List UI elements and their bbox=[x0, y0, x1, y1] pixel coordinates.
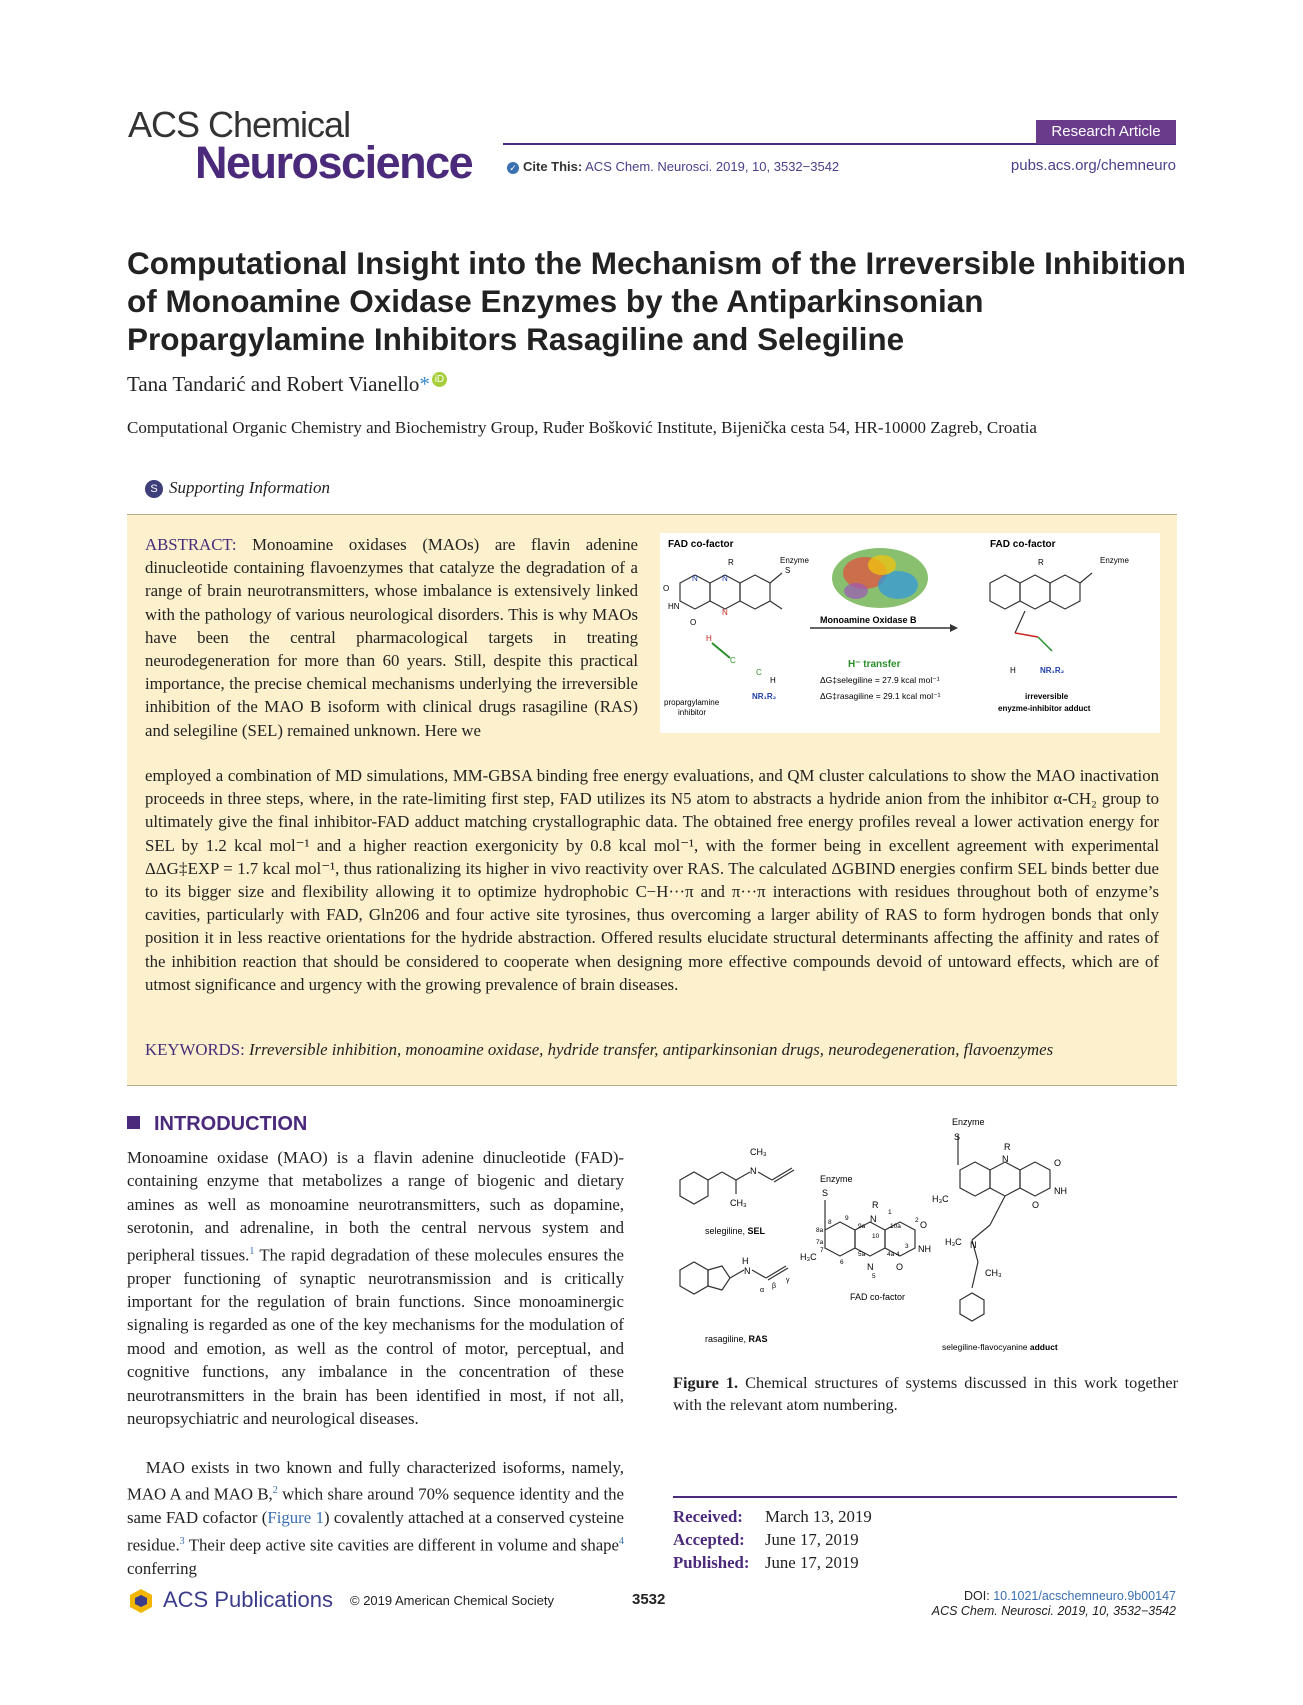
supporting-info-label: Supporting Information bbox=[169, 478, 331, 497]
fig-atom: N bbox=[870, 1214, 877, 1224]
cite-label: Cite This: bbox=[523, 159, 583, 174]
toc-inhibitor-label-1: propargylamine bbox=[664, 698, 720, 707]
doi-link[interactable]: 10.1021/acschemneuro.9b00147 bbox=[993, 1589, 1176, 1603]
keywords-list: Irreversible inhibition, monoamine oxidase, hydride transfer, antiparkinsonian drugs, neurodegeneration, flavoenzymes bbox=[248, 1040, 1054, 1059]
author-list bbox=[127, 372, 447, 397]
fig-enzyme-label-fad: Enzyme bbox=[820, 1174, 853, 1184]
fig-atom: H₃C bbox=[932, 1194, 949, 1204]
cite-reference[interactable]: ACS Chem. Neurosci. 2019, 10, 3532−3542 bbox=[585, 159, 840, 174]
toc-adduct-label-1: irreversible bbox=[1025, 692, 1069, 701]
toc-atom: S bbox=[785, 566, 791, 575]
fig-number: 3 bbox=[905, 1243, 909, 1250]
toc-adduct-bond bbox=[1015, 633, 1038, 637]
journal-logo-line1: ACS Chemical bbox=[128, 104, 351, 145]
toc-atom: O bbox=[690, 618, 697, 627]
doi-label: DOI: bbox=[964, 1589, 994, 1603]
fig-number: 2 bbox=[915, 1217, 919, 1224]
fig-atom: N bbox=[970, 1240, 977, 1250]
fig-atom: R bbox=[872, 1200, 879, 1210]
article-type-badge: Research Article bbox=[1036, 120, 1176, 144]
toc-nr-right: NR₁R₂ bbox=[1040, 666, 1065, 675]
received-date: March 13, 2019 bbox=[765, 1507, 872, 1526]
fig-enzyme-label-adduct: Enzyme bbox=[952, 1117, 985, 1127]
fig-atom: O bbox=[1054, 1158, 1062, 1168]
abstract-label: ABSTRACT: bbox=[145, 535, 237, 554]
fig-atom: α bbox=[760, 1287, 765, 1294]
fig-number: 4 bbox=[896, 1251, 900, 1258]
toc-transfer-label: H⁻ transfer bbox=[848, 659, 901, 670]
published-date: June 17, 2019 bbox=[765, 1553, 859, 1572]
section-marker-icon bbox=[127, 1116, 140, 1129]
authors: Tana Tandarić and Robert Vianello bbox=[127, 372, 420, 396]
section-heading-introduction bbox=[127, 1113, 307, 1136]
toc-adduct-label-2: enyzme-inhibitor adduct bbox=[998, 704, 1091, 713]
reference-link[interactable]: 4 bbox=[619, 1535, 624, 1547]
intro-text: Their deep active site cavities are different in volume and shape bbox=[184, 1535, 619, 1555]
fig-number: 7 bbox=[820, 1247, 824, 1254]
fig-number: 5 bbox=[872, 1273, 876, 1280]
published-label: Published: bbox=[673, 1553, 750, 1572]
toc-atom: N bbox=[692, 574, 698, 583]
toc-nr-left: NR₁R₂ bbox=[752, 692, 777, 701]
figure-caption-label: Figure 1. bbox=[673, 1373, 739, 1392]
fig-number: 9a bbox=[858, 1223, 866, 1230]
toc-arrowhead bbox=[950, 624, 958, 632]
intro-text: MAO exists in two known and fully characterized isoforms, namely, MAO A and MAO B, bbox=[127, 1458, 624, 1504]
fig-label-selegiline: selegiline, SEL bbox=[705, 1226, 766, 1236]
journal-reference: ACS Chem. Neurosci. 2019, 10, 3532−3542 bbox=[931, 1604, 1176, 1618]
toc-inhibitor-label-2: inhibitor bbox=[678, 708, 707, 717]
toc-atom: N bbox=[722, 574, 728, 583]
fig-number: 8a bbox=[816, 1227, 824, 1234]
figure-link[interactable]: Figure 1 bbox=[267, 1508, 324, 1528]
abstract-body-left: Monoamine oxidases (MAOs) are flavin adenine dinucleotide containing flavoenzymes that catalyze the degradation of a range of brain neurotransmitters, whose imbalance is extensively linked with the pathology of various neurological disorders. This is why MAOs have been the central pharmacological targets in treating neurodegeneration for more than 60 years. Still, despite this practical importance, the precise chemical mechanisms underlying the irreversible inhibition of the MAO B isoform with clinical drugs rasagiline (RAS) and selegiline (SEL) remained unknown. Here we bbox=[145, 535, 638, 740]
dates-rule bbox=[673, 1496, 1177, 1498]
toc-atom: O bbox=[663, 584, 670, 593]
figure-caption-text: Chemical structures of systems discussed in this work together with the relevant atom numbering. bbox=[673, 1373, 1178, 1414]
cite-icon: ✓ bbox=[507, 162, 519, 174]
toc-r-right: R bbox=[1038, 558, 1044, 567]
toc-dg-ras: ΔG‡rasagiline = 29.1 kcal mol⁻¹ bbox=[820, 691, 941, 701]
journal-logo-line2: Neuroscience bbox=[195, 137, 473, 188]
fig-number: 7a bbox=[816, 1239, 824, 1246]
reference-link[interactable]: 1 bbox=[249, 1245, 255, 1257]
figure-1 bbox=[660, 1110, 1180, 1365]
toc-enzyme-left: Enzyme bbox=[780, 556, 809, 565]
toc-alkyne-bond bbox=[712, 643, 730, 658]
toc-atom: C bbox=[730, 656, 736, 665]
keywords-label: KEYWORDS: bbox=[145, 1040, 245, 1059]
fig-number: 8 bbox=[828, 1219, 832, 1226]
intro-paragraph-1 bbox=[127, 1146, 624, 1430]
intro-text: ) covalently attached at a conserved cysteine residue. bbox=[127, 1508, 624, 1555]
intro-text: conferring bbox=[127, 1558, 197, 1578]
fig-number: 5a bbox=[858, 1251, 866, 1258]
toc-protein-structure bbox=[832, 548, 928, 608]
article-title: Computational Insight into the Mechanism of the Irreversible Inhibition of Monoamine Oxidase Enzymes by the Antiparkinsonian Propargylamine Inhibitors Rasagiline and Selegiline bbox=[127, 245, 1186, 357]
abstract-text-left bbox=[145, 533, 638, 742]
reference-link[interactable]: 3 bbox=[179, 1535, 185, 1547]
accepted-label: Accepted: bbox=[673, 1530, 745, 1549]
cite-this[interactable] bbox=[507, 159, 839, 174]
fig-label-adduct: selegiline-flavocyanine adduct bbox=[942, 1342, 1058, 1352]
fig-label-fad: FAD co-factor bbox=[850, 1292, 906, 1302]
abstract-body-full: employed a combination of MD simulations, MM-GBSA binding free energy evaluations, and QM cluster calculations to show the MAO inactivation proceeds in three steps, where, in the rate-limiting first step, FAD utilizes its N5 atom to abstracts a hydride anion from the inhibitor α-CH₂ group to ultimately give the final inhibitor-FAD adduct matching crystallographic data. The obtained free energy profiles reveal a lower activation energy for SEL by 1.2 kcal mol⁻¹ and a higher reaction exergonicity by 0.8 kcal mol⁻¹, with the former being in excellent agreement with experimental ΔΔG‡EXP = 1.7 kcal mol⁻¹, thus rationalizing its higher in vivo reactivity over RAS. The calculated ΔGBIND energies confirm SEL binds better due to its bigger size and flexibility allowing it to optimize hydrophobic C−H···π and π···π interactions with residues throughout both of enzyme’s cavities, particularly with FAD, Gln206 and four active site tyrosines, thus overcoming a larger ability of RAS to form hydrogen bonds that only position it in less reactive orientations for the hydride abstraction. Offered results elucidate structural determinants affecting the affinity and rates of the inhibition reaction that should be considered to cooperate when designing more effective compounds devoid of untoward effects, which are of utmost significance and urgency with the growing prevalence of brain diseases. bbox=[145, 766, 1159, 994]
fad-structure bbox=[825, 1200, 915, 1256]
fig-atom: H₃C bbox=[800, 1252, 817, 1262]
fig-atom: NH bbox=[918, 1244, 931, 1254]
toc-fad-structure-right bbox=[990, 573, 1092, 633]
fig-atom: CH₃ bbox=[985, 1268, 1002, 1278]
acs-hexagon-icon bbox=[127, 1587, 155, 1615]
doi-block bbox=[932, 1589, 1176, 1619]
fig-atom: H bbox=[742, 1256, 749, 1266]
publication-dates bbox=[673, 1505, 872, 1574]
corresponding-author-mark[interactable]: * bbox=[419, 372, 430, 396]
toc-graphic bbox=[660, 533, 1160, 733]
fig-atom: S bbox=[954, 1132, 961, 1142]
figure-1-caption bbox=[673, 1372, 1178, 1416]
accepted-date: June 17, 2019 bbox=[765, 1530, 859, 1549]
fig-number: 6 bbox=[840, 1259, 844, 1266]
affiliation: Computational Organic Chemistry and Biochemistry Group, Ruđer Bošković Institute, Bijenička cesta 54, HR-10000 Zagreb, Croatia bbox=[127, 418, 1037, 437]
fig-number: 9 bbox=[845, 1215, 849, 1222]
fig-number: 4a bbox=[887, 1251, 895, 1258]
fig-atom: O bbox=[896, 1262, 904, 1272]
toc-right-title: FAD co-factor bbox=[990, 539, 1056, 550]
intro-text: Monoamine oxidase (MAO) is a flavin adenine dinucleotide (FAD)-containing enzyme that metabolizes a range of biogenic and dietary amines as well as monoamine neurotransmitters, such as dopamine, serotonin, and adrenaline, in both the central nervous system and peripheral tissues. bbox=[127, 1148, 624, 1265]
toc-atom: H bbox=[706, 634, 712, 643]
fig-atom: CH₃ bbox=[730, 1198, 747, 1208]
fig-atom: H₃C bbox=[945, 1237, 962, 1247]
fig-number: 1 bbox=[888, 1209, 892, 1216]
supporting-information-link[interactable] bbox=[145, 478, 330, 498]
toc-atom: H bbox=[1010, 666, 1016, 675]
fig-atom: S bbox=[822, 1188, 829, 1198]
toc-atom: HN bbox=[668, 602, 680, 611]
reference-link[interactable]: 2 bbox=[272, 1485, 278, 1497]
page-number: 3532 bbox=[632, 1591, 666, 1608]
introduction-heading: INTRODUCTION bbox=[154, 1113, 308, 1135]
keywords bbox=[145, 1040, 1165, 1060]
fig-atom: O bbox=[920, 1220, 928, 1230]
supporting-info-icon: S bbox=[145, 480, 163, 498]
fig-label-rasagiline: rasagiline, RAS bbox=[705, 1334, 768, 1344]
toc-arrow-label: Monoamine Oxidase B bbox=[820, 615, 917, 625]
toc-dg-sel: ΔG‡selegiline = 27.9 kcal mol⁻¹ bbox=[820, 675, 940, 685]
toc-r-label: R bbox=[728, 558, 734, 567]
toc-left-title: FAD co-factor bbox=[668, 539, 734, 550]
toc-atom: N bbox=[722, 608, 728, 617]
toc-atom: C bbox=[756, 668, 762, 677]
publisher-name: ACS Publications bbox=[163, 1587, 333, 1612]
fig-atom: CH₃ bbox=[750, 1147, 767, 1157]
intro-text: The rapid degradation of these molecules ensures the proper functioning of synaptic neurotransmission and is critically important for the regulation of brain functions. Since monoaminergic signaling is regarded as one of the key mechanisms for the modulation of mood and emotion, as well as the control of motor, perceptual, and cognitive functions, any imbalance in the concentration of these neurotransmitters in the brain has been identified in most, if not all, neuropsychiatric and neurological diseases. bbox=[127, 1245, 624, 1429]
intro-text: which share around 70% sequence identity and the same FAD cofactor ( bbox=[127, 1485, 625, 1528]
journal-website-link[interactable]: pubs.acs.org/chemneuro bbox=[1010, 157, 1176, 174]
fig-atom: N bbox=[744, 1266, 751, 1276]
toc-atom: H bbox=[770, 676, 776, 685]
fig-atom: O bbox=[1032, 1200, 1040, 1210]
fig-number: 10 bbox=[872, 1233, 880, 1240]
fig-atom: N bbox=[867, 1262, 874, 1272]
toc-enzyme-right: Enzyme bbox=[1100, 556, 1129, 565]
fig-atom: R bbox=[1004, 1142, 1011, 1152]
received-label: Received: bbox=[673, 1507, 743, 1526]
fig-atom: β bbox=[772, 1283, 777, 1290]
publisher-logo[interactable] bbox=[127, 1587, 333, 1615]
fig-number: 10a bbox=[890, 1223, 901, 1230]
toc-adduct-bond-2 bbox=[1038, 637, 1052, 651]
copyright: © 2019 American Chemical Society bbox=[350, 1593, 554, 1608]
fig-atom: NH bbox=[1054, 1186, 1067, 1196]
intro-paragraph-2 bbox=[127, 1456, 624, 1580]
fig-atom: N bbox=[750, 1166, 757, 1176]
orcid-icon[interactable]: iD bbox=[432, 372, 447, 387]
fig-atom: N bbox=[1002, 1154, 1009, 1164]
fig-atom: γ bbox=[786, 1277, 790, 1284]
